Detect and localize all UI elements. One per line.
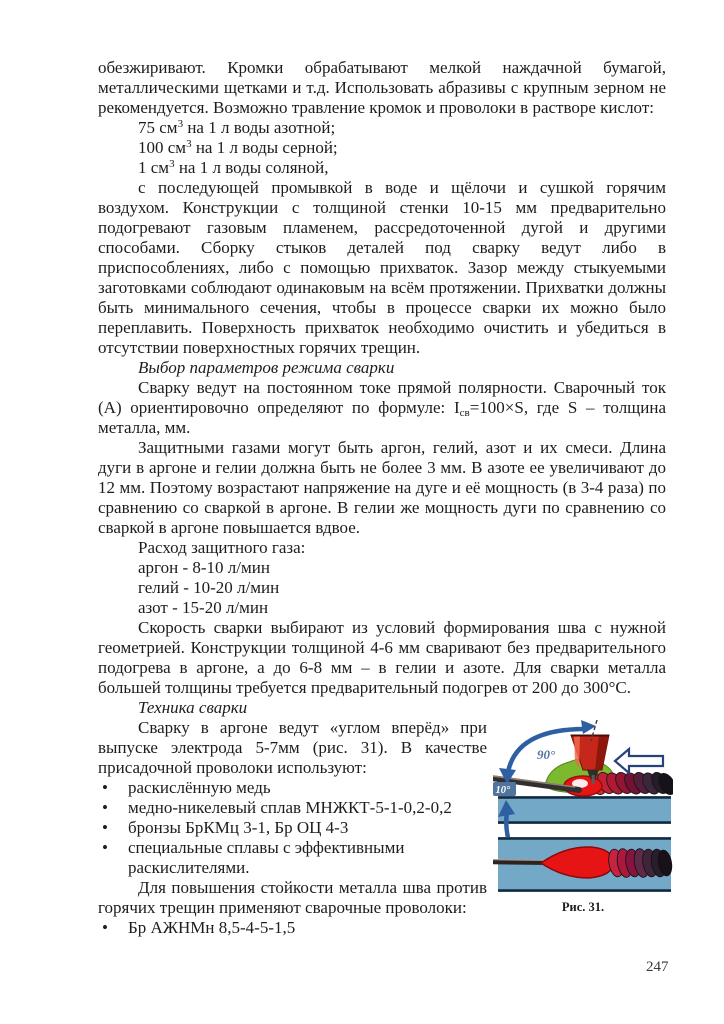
acid-text: на 1 л воды азотной; xyxy=(183,118,336,137)
figure-caption: Рис. 31. xyxy=(561,900,605,914)
list-item: • специальные сплавы с эффективными раскислителями. xyxy=(98,838,666,878)
acid-text: 75 см xyxy=(138,118,178,137)
superscript-3: 3 xyxy=(177,118,184,130)
paragraph-gas-flow-label: Расход защитного газа: xyxy=(138,538,306,557)
formula-subscript: св xyxy=(459,407,470,419)
paragraph-shielding-gases: Защитными газами могут быть аргон, гелий, азот и их смеси. Длина дуги в аргоне и гелии должна быть не более 3 мм. В азоте ее увеличивают до 12 мм. Поэтому возрастают напряжение на дуге и её мощность (в 3-4 раза) по сравнению со сваркой в аргоне. В гелии же мощность дуги по сравнению со сваркой в аргоне повышается вдвое. xyxy=(98,438,666,537)
list-item: • медно-никелевый сплав МНЖКТ-5-1-0,2-0,2 xyxy=(98,798,666,818)
paragraph-welding-speed: Скорость сварки выбирают из условий формирования шва с нужной геометрией. Конструкции толщиной 4-6 мм сваривают без предварительного подогрева в аргоне, а до 6-8 мм – в гелии и азоте. Для сварки металла большей толщины требуется предварительный подогрев от 200 до 300°С. xyxy=(98,618,666,697)
filler-wire-list xyxy=(98,778,666,878)
superscript-3: 3 xyxy=(169,158,175,170)
gas-flow-line: азот - 15-20 л/мин xyxy=(138,598,269,617)
acid-ratio-line xyxy=(138,118,666,138)
formula-text: Сварку ведут на постоянном токе прямой полярности. Сварочный ток (А) ориентировочно определяют по формуле: I xyxy=(98,378,666,417)
list-item: • бронзы БрКМц 3-1, Бр ОЦ 4-3 xyxy=(98,818,666,838)
acid-text: на 1 л воды серной; xyxy=(191,138,338,157)
formula-text: =100×S, где S – толщина металла, мм. xyxy=(98,398,667,437)
superscript-3: 3 xyxy=(186,138,192,150)
gas-flow-line: гелий - 10-20 л/мин xyxy=(138,578,280,597)
acid-text: на 1 л воды соляной, xyxy=(174,158,329,177)
list-item: • раскислённую медь xyxy=(98,778,666,798)
paragraph-welding-current xyxy=(98,378,666,438)
acid-ratio-line xyxy=(138,138,666,158)
paragraph-technique: Сварку в аргоне ведут «углом вперёд» при выпуске электрода 5-7мм (рис. 31). В качестве присадочной проволоки используют: xyxy=(98,718,487,777)
crack-resistant-wire-list xyxy=(98,918,666,938)
angle-90-label: 90° xyxy=(537,747,556,762)
paragraph-surface-prep: обезжиривают. Кромки обрабатывают мелкой наждачной бумагой, металлическими щетками и т.д. Использовать абразивы с крупным зерном не рекомендуется. Возможно травление кромок и проволоки в растворе кислот: xyxy=(98,58,666,117)
paragraph-crack-resistance: Для повышения стойкости металла шва против горячих трещин применяют сварочные проволоки: xyxy=(98,878,487,917)
paragraph-assembly: с последующей промывкой в воде и щёлочи и сушкой горячим воздухом. Конструкции с толщиной стенки 10-15 мм предварительно подогревают газовым пламенем, рассредоточенной дугой и другими способами. Сборку стыков деталей под сварку ведут либо в приспособлениях, либо с помощью прихваток. Зазор между стыкуемыми заготовками соблюдают одинаковым на всём протяжении. Прихватки должны быть минимального сечения, чтобы в процессе сварки их можно было переплавить. Поверхность прихваток необходимо очистить и убедиться в отсутствии поверхностных горячих трещин. xyxy=(98,178,666,357)
section-heading-technique: Техника сварки xyxy=(138,698,248,717)
acid-text: 100 см xyxy=(138,138,187,157)
acid-ratio-line xyxy=(138,158,666,178)
page-number: 247 xyxy=(646,959,669,975)
gas-flow-line: аргон - 8-10 л/мин xyxy=(138,558,270,577)
page-content xyxy=(98,58,666,938)
acid-text: 1 см xyxy=(138,158,170,177)
travel-direction-arrow xyxy=(615,749,663,773)
angle-10-label: 10° xyxy=(495,785,511,796)
technique-section xyxy=(98,718,666,938)
section-heading-mode-params: Выбор параметров режима сварки xyxy=(138,358,395,377)
list-item: • Бр АЖНМн 8,5-4-5-1,5 xyxy=(98,918,666,938)
